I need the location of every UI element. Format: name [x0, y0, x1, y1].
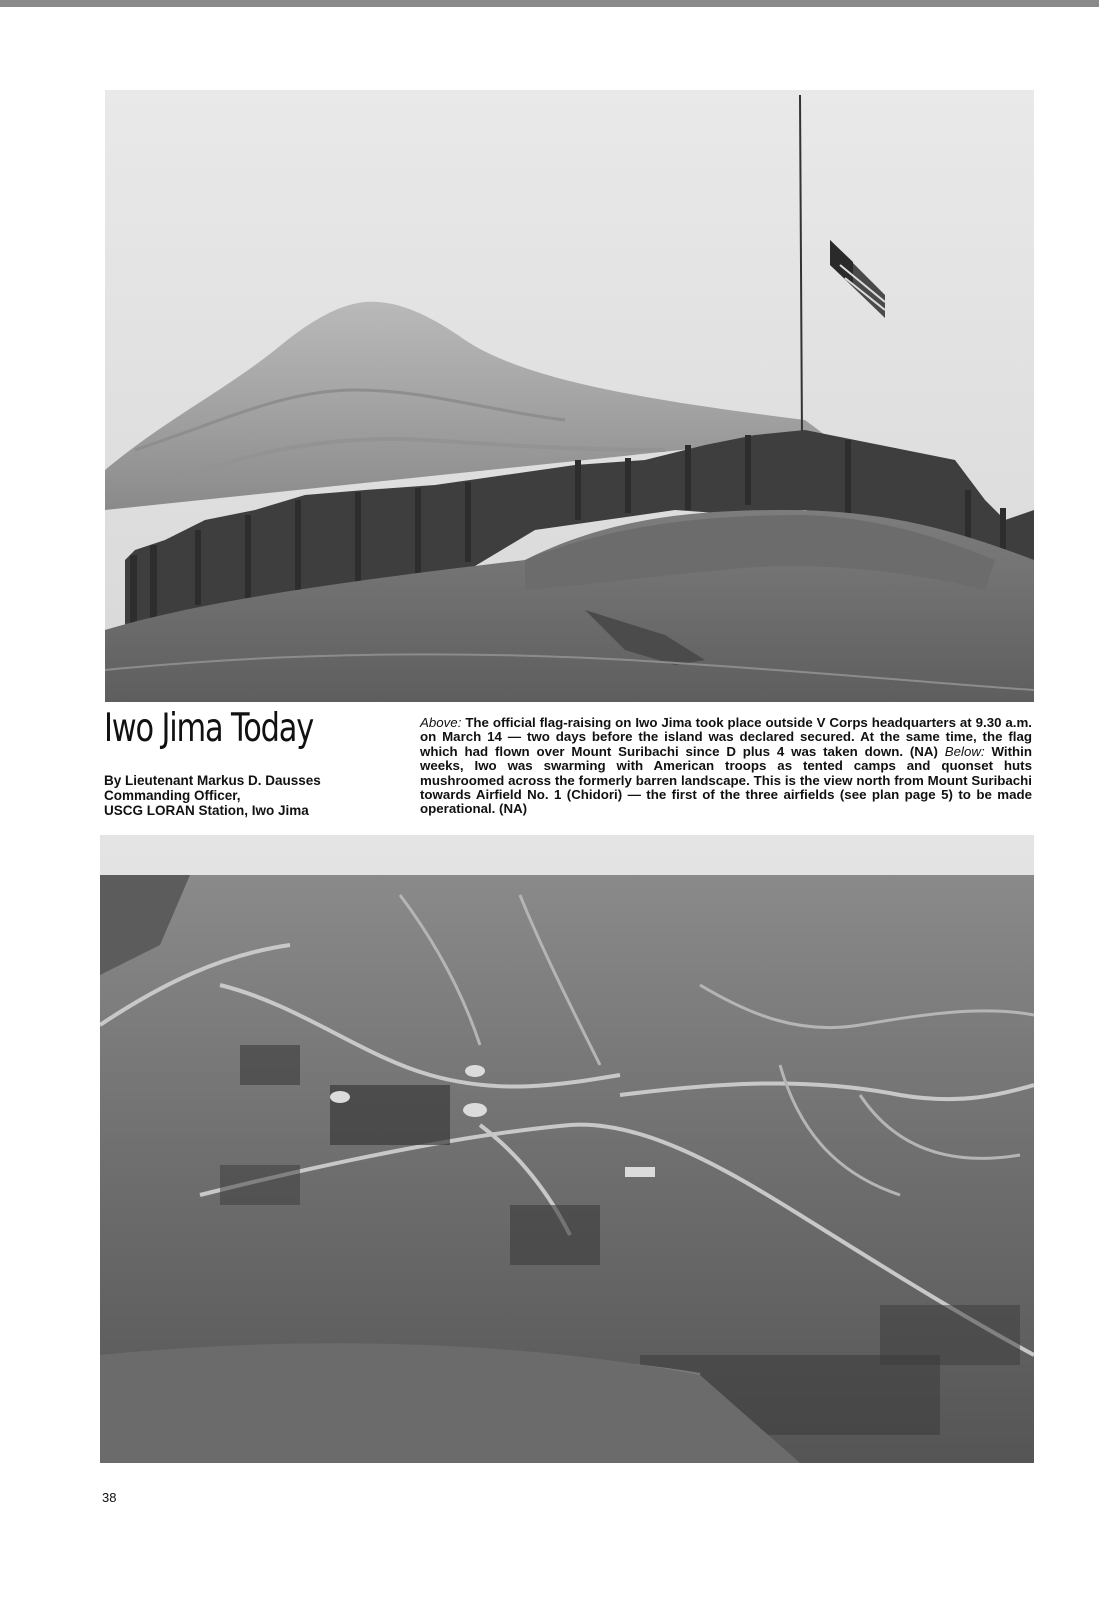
byline-role: Commanding Officer, [104, 788, 241, 803]
article-title: Iwo Jima Today [104, 706, 314, 751]
page-number: 38 [102, 1490, 117, 1505]
photo-flag-raising [105, 90, 1034, 702]
caption-below-text: Within weeks, Iwo was swarming with American troops as tented camps and quonset huts mushroomed across the formerly barren landscape. This is the view north from Mount Suribachi towards Airfield No. 1 (Chidori) — the first of the three airfields (see plan page 5) to be made operational. (NA) [420, 743, 1032, 817]
byline-author: By Lieutenant Markus D. Dausses [104, 773, 321, 788]
photo-caption [420, 716, 1032, 817]
caption-below-label: Below: [944, 743, 985, 759]
caption-above-text: The official flag-raising on Iwo Jima took place outside V Corps headquarters at 9.30 a.m. on March 14 — two days before the island was declared secured. At the same time, the flag which had flown over Mount Suribachi since D plus 4 was taken down. (NA) [420, 715, 1032, 759]
top-border-rule [0, 0, 1099, 7]
photo-aerial-camps [100, 835, 1034, 1463]
byline [104, 773, 384, 818]
byline-station: USCG LORAN Station, Iwo Jima [104, 803, 309, 818]
caption-above-label: Above: [420, 715, 462, 730]
